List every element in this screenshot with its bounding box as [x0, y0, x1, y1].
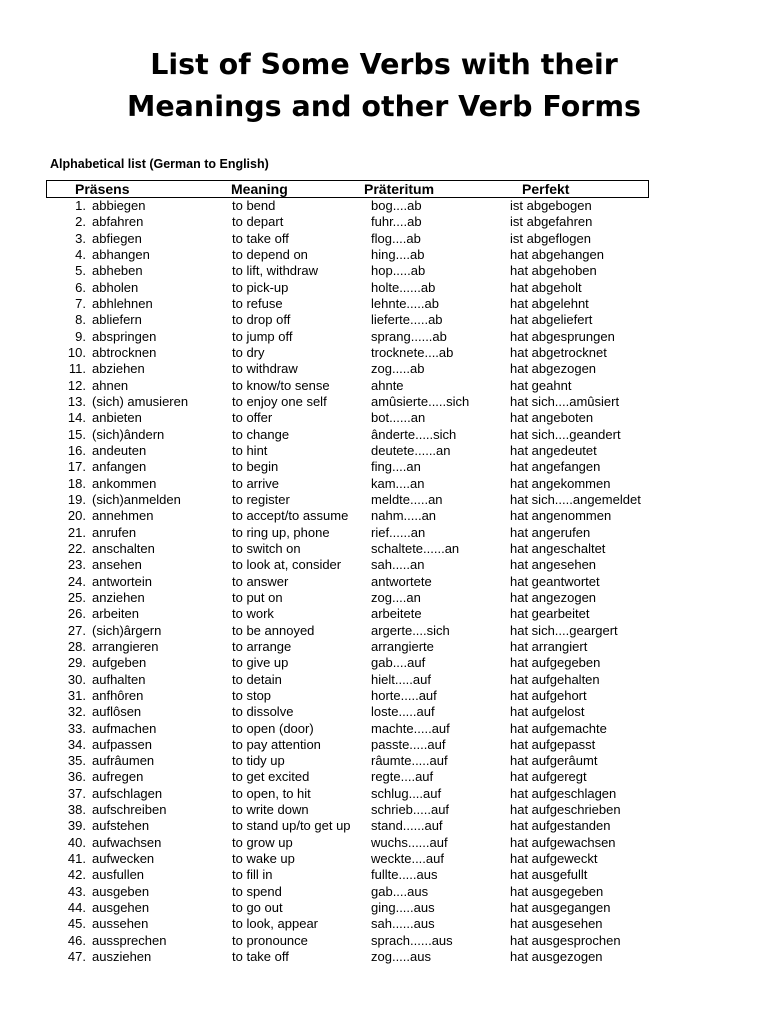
meaning-cell: to fill in [232, 867, 273, 883]
praeteritum-cell: hop.....ab [371, 263, 426, 279]
perfekt-cell: hat abgeliefert [510, 312, 593, 328]
perfekt-cell: hat angesehen [510, 557, 597, 573]
row-number: 18. [67, 475, 86, 491]
praesens-cell: abfiegen [92, 230, 142, 246]
praeteritum-cell: sprach......aus [371, 932, 453, 948]
meaning-cell: to change [232, 426, 290, 442]
praesens-cell: ansehen [92, 557, 142, 573]
praesens-cell: aufrâumen [92, 753, 155, 769]
row-number: 34. [67, 736, 86, 752]
table-row [0, 280, 768, 296]
praesens-cell: abhlehnen [92, 295, 153, 311]
praeteritum-cell: kam....an [371, 475, 425, 491]
perfekt-cell: hat abgesprungen [510, 328, 615, 344]
praeteritum-cell: zog....an [371, 589, 421, 605]
row-number: 11. [68, 361, 86, 377]
row-number: 40. [67, 834, 86, 850]
praeteritum-cell: horte.....auf [371, 687, 437, 703]
perfekt-cell: hat angenommen [510, 508, 612, 524]
meaning-cell: to arrive [232, 475, 279, 491]
row-number: 36. [67, 769, 86, 785]
perfekt-cell: hat angefangen [510, 459, 601, 475]
table-row [0, 312, 768, 328]
praesens-cell: aussehen [92, 916, 149, 932]
praesens-cell: ausfullen [92, 867, 145, 883]
row-number: 26. [67, 606, 86, 622]
table-row [0, 704, 768, 720]
table-row [0, 459, 768, 475]
meaning-cell: to pick-up [232, 279, 289, 295]
meaning-cell: to write down [232, 802, 309, 818]
meaning-cell: to pay attention [232, 736, 321, 752]
row-number: 25. [67, 589, 86, 605]
table-row [0, 721, 768, 737]
table-row [0, 263, 768, 279]
perfekt-cell: hat abgehangen [510, 246, 604, 262]
row-number: 22. [67, 540, 86, 556]
row-number: 16. [67, 442, 86, 458]
praeteritum-cell: schaltete......an [371, 540, 460, 556]
perfekt-cell: hat angerufen [510, 524, 591, 540]
praeteritum-cell: hing....ab [371, 246, 425, 262]
table-row [0, 900, 768, 916]
row-number: 5. [75, 263, 86, 279]
meaning-cell: to accept/to assume [232, 508, 349, 524]
praesens-cell: anrufen [92, 524, 137, 540]
praesens-cell: aussprechen [92, 932, 167, 948]
table-row [0, 525, 768, 541]
row-number: 8. [75, 312, 86, 328]
row-number: 31. [67, 687, 86, 703]
praesens-cell: aufschreiben [92, 802, 167, 818]
perfekt-cell: hat abgezogen [510, 361, 597, 377]
perfekt-cell: hat ausgegangen [510, 900, 611, 916]
row-number: 37. [67, 785, 86, 801]
perfekt-cell: hat aufgeschlagen [510, 785, 617, 801]
row-number: 32. [67, 704, 86, 720]
praeteritum-cell: wuchs......auf [371, 834, 448, 850]
row-number: 7. [75, 295, 86, 311]
row-number: 24. [67, 573, 86, 589]
praesens-cell: aufpassen [92, 736, 152, 752]
row-number: 33. [67, 720, 86, 736]
meaning-cell: to stand up/to get up [232, 818, 351, 834]
row-number: 19. [67, 491, 86, 507]
praesens-cell: anbieten [92, 410, 142, 426]
table-row [0, 672, 768, 688]
perfekt-cell: hat aufgehalten [510, 671, 600, 687]
row-number: 41. [67, 851, 86, 867]
row-number: 15. [67, 426, 86, 442]
table-row [0, 492, 768, 508]
row-number: 20. [67, 508, 86, 524]
praeteritum-cell: flog....ab [371, 230, 421, 246]
perfekt-cell: hat ausgezogen [510, 949, 603, 965]
table-row [0, 361, 768, 377]
perfekt-cell: hat aufgeschrieben [510, 802, 621, 818]
table-row [0, 606, 768, 622]
praeteritum-cell: loste.....auf [371, 704, 435, 720]
praeteritum-cell: trocknete....ab [371, 344, 454, 360]
table-row [0, 541, 768, 557]
praeteritum-cell: ânderte.....sich [371, 426, 457, 442]
row-number: 39. [67, 818, 86, 834]
praesens-cell: (sich)ârgern [92, 622, 162, 638]
praeteritum-cell: hielt.....auf [371, 671, 431, 687]
praeteritum-cell: ging.....aus [371, 900, 435, 916]
meaning-cell: to take off [232, 230, 289, 246]
meaning-cell: to look, appear [232, 916, 319, 932]
table-row [0, 296, 768, 312]
perfekt-cell: hat aufgepasst [510, 736, 596, 752]
row-number: 43. [67, 883, 86, 899]
praeteritum-cell: machte.....auf [371, 720, 450, 736]
table-row [0, 623, 768, 639]
perfekt-cell: hat geantwortet [510, 573, 600, 589]
perfekt-cell: hat sich....amûsiert [510, 393, 620, 409]
table-row [0, 394, 768, 410]
praeteritum-cell: weckte....auf [371, 851, 444, 867]
praeteritum-cell: sprang......ab [371, 328, 447, 344]
meaning-cell: to switch on [232, 540, 301, 556]
table-row [0, 688, 768, 704]
table-row [0, 198, 768, 214]
praeteritum-cell: schlug....auf [371, 785, 442, 801]
perfekt-cell: hat ausgesehen [510, 916, 603, 932]
row-number: 44. [67, 900, 86, 916]
meaning-cell: to look at, consider [232, 557, 342, 573]
praesens-cell: aufwecken [92, 851, 155, 867]
praeteritum-cell: regte....auf [371, 769, 434, 785]
table-row [0, 590, 768, 606]
praesens-cell: anfhôren [92, 687, 144, 703]
meaning-cell: to register [232, 491, 290, 507]
praesens-cell: aufhalten [92, 671, 146, 687]
praeteritum-cell: fuhr....ab [371, 214, 422, 230]
meaning-cell: to tidy up [232, 753, 285, 769]
row-number: 9. [75, 328, 86, 344]
meaning-cell: to be annoyed [232, 622, 315, 638]
meaning-cell: to offer [232, 410, 273, 426]
row-number: 30. [67, 671, 86, 687]
praesens-cell: abtrocknen [92, 344, 157, 360]
row-number: 46. [67, 932, 86, 948]
praesens-cell: antwortein [92, 573, 152, 589]
praeteritum-cell: argerte....sich [371, 622, 450, 638]
praeteritum-cell: gab....aus [371, 883, 429, 899]
meaning-cell: to begin [232, 459, 279, 475]
meaning-cell: to give up [232, 655, 289, 671]
perfekt-cell: hat aufgeregt [510, 769, 587, 785]
meaning-cell: to stop [232, 687, 272, 703]
praesens-cell: ausgeben [92, 883, 150, 899]
row-number: 14. [67, 410, 86, 426]
praesens-cell: abliefern [92, 312, 142, 328]
praesens-cell: aufstehen [92, 818, 150, 834]
perfekt-cell: hat aufgehort [510, 687, 587, 703]
praesens-cell: aufregen [92, 769, 144, 785]
meaning-cell: to hint [232, 442, 268, 458]
row-number: 4. [75, 246, 86, 262]
row-number: 28. [67, 638, 86, 654]
table-row [0, 916, 768, 932]
perfekt-cell: hat aufgemachte [510, 720, 607, 736]
perfekt-cell: hat abgetrocknet [510, 344, 607, 360]
perfekt-cell: hat arrangiert [510, 638, 588, 654]
perfekt-cell: ist abgebogen [510, 198, 592, 213]
meaning-cell: to grow up [232, 834, 293, 850]
row-number: 29. [67, 655, 86, 671]
meaning-cell: to take off [232, 949, 289, 965]
perfekt-cell: ist abgeflogen [510, 230, 591, 246]
perfekt-cell: hat aufgelost [510, 704, 585, 720]
perfekt-cell: hat sich....geandert [510, 426, 621, 442]
praeteritum-cell: fing....an [371, 459, 421, 475]
meaning-cell: to spend [232, 883, 282, 899]
page-title [0, 44, 768, 128]
verb-table [0, 198, 768, 965]
praesens-cell: abholen [92, 279, 139, 295]
row-number: 6. [75, 279, 86, 295]
row-number: 21. [67, 524, 86, 540]
praesens-cell: abfahren [92, 214, 144, 230]
praeteritum-cell: zog.....aus [371, 949, 431, 965]
row-number: 13. [67, 393, 86, 409]
table-row [0, 557, 768, 573]
meaning-cell: to depend on [232, 246, 308, 262]
perfekt-cell: hat angekommen [510, 475, 611, 491]
perfekt-cell: hat angeschaltet [510, 540, 606, 556]
row-number: 1. [75, 198, 86, 213]
table-row [0, 574, 768, 590]
row-number: 2. [75, 214, 86, 230]
table-row [0, 769, 768, 785]
perfekt-cell: hat ausgefullt [510, 867, 588, 883]
table-row [0, 231, 768, 247]
meaning-cell: to dissolve [232, 704, 294, 720]
praesens-cell: abspringen [92, 328, 157, 344]
praesens-cell: annehmen [92, 508, 154, 524]
praeteritum-cell: schrieb.....auf [371, 802, 450, 818]
header-perfekt: Perfekt [522, 181, 570, 197]
praesens-cell: anziehen [92, 589, 145, 605]
table-row [0, 835, 768, 851]
table-header [46, 180, 649, 198]
title-line-2: Meanings and other Verb Forms [126, 90, 642, 123]
table-row [0, 427, 768, 443]
praeteritum-cell: râumte.....auf [371, 753, 448, 769]
praeteritum-cell: lieferte.....ab [371, 312, 443, 328]
meaning-cell: to put on [232, 589, 283, 605]
praesens-cell: arrangieren [92, 638, 159, 654]
praeteritum-cell: gab....auf [371, 655, 426, 671]
praeteritum-cell: sah......aus [371, 916, 435, 932]
perfekt-cell: hat aufgestanden [510, 818, 611, 834]
praesens-cell: ausgehen [92, 900, 150, 916]
meaning-cell: to jump off [232, 328, 293, 344]
table-row [0, 345, 768, 361]
table-row [0, 378, 768, 394]
praesens-cell: abbiegen [92, 198, 146, 213]
meaning-cell: to withdraw [232, 361, 298, 377]
praeteritum-cell: ahnte [371, 377, 404, 393]
row-number: 3. [75, 230, 86, 246]
table-row [0, 867, 768, 883]
table-row [0, 476, 768, 492]
perfekt-cell: hat ausgegeben [510, 883, 604, 899]
praesens-cell: (sich) amusieren [92, 393, 189, 409]
perfekt-cell: hat aufgerâumt [510, 753, 598, 769]
row-number: 38. [67, 802, 86, 818]
praeteritum-cell: fullte.....aus [371, 867, 438, 883]
list-subtitle: Alphabetical list (German to English) [50, 157, 269, 171]
meaning-cell: to answer [232, 573, 289, 589]
praesens-cell: abhangen [92, 246, 150, 262]
perfekt-cell: hat aufgeweckt [510, 851, 598, 867]
table-row [0, 818, 768, 834]
row-number: 45. [67, 916, 86, 932]
perfekt-cell: hat sich.....angemeldet [510, 491, 641, 507]
header-praeteritum: Präteritum [364, 181, 435, 197]
praeteritum-cell: holte......ab [371, 279, 436, 295]
table-row [0, 786, 768, 802]
meaning-cell: to enjoy one self [232, 393, 327, 409]
praeteritum-cell: passte.....auf [371, 736, 446, 752]
praeteritum-cell: lehnte.....ab [371, 295, 439, 311]
praesens-cell: anschalten [92, 540, 155, 556]
table-row [0, 884, 768, 900]
praesens-cell: auflôsen [92, 704, 142, 720]
praesens-cell: (sich)ândern [92, 426, 165, 442]
header-praesens: Präsens [75, 181, 130, 197]
row-number: 12. [67, 377, 86, 393]
table-row [0, 802, 768, 818]
perfekt-cell: hat angedeutet [510, 442, 597, 458]
praesens-cell: ankommen [92, 475, 157, 491]
praeteritum-cell: nahm.....an [371, 508, 437, 524]
meaning-cell: to know/to sense [232, 377, 330, 393]
table-row [0, 737, 768, 753]
meaning-cell: to bend [232, 198, 276, 213]
meaning-cell: to open, to hit [232, 785, 311, 801]
table-row [0, 508, 768, 524]
praeteritum-cell: meldte.....an [371, 491, 443, 507]
praeteritum-cell: bog....ab [371, 198, 422, 213]
praeteritum-cell: arbeitete [371, 606, 422, 622]
meaning-cell: to depart [232, 214, 284, 230]
perfekt-cell: hat abgelehnt [510, 295, 589, 311]
praesens-cell: andeuten [92, 442, 147, 458]
praeteritum-cell: deutete......an [371, 442, 451, 458]
meaning-cell: to wake up [232, 851, 295, 867]
meaning-cell: to dry [232, 344, 265, 360]
header-meaning: Meaning [231, 181, 288, 197]
perfekt-cell: hat abgeholt [510, 279, 582, 295]
row-number: 23. [67, 557, 86, 573]
praeteritum-cell: sah.....an [371, 557, 425, 573]
perfekt-cell: hat gearbeitet [510, 606, 590, 622]
praesens-cell: anfangen [92, 459, 147, 475]
meaning-cell: to refuse [232, 295, 283, 311]
praesens-cell: aufschlagen [92, 785, 163, 801]
table-row [0, 851, 768, 867]
meaning-cell: to drop off [232, 312, 291, 328]
row-number: 10. [67, 344, 86, 360]
praeteritum-cell: bot......an [371, 410, 426, 426]
meaning-cell: to go out [232, 900, 283, 916]
perfekt-cell: ist abgefahren [510, 214, 593, 230]
meaning-cell: to ring up, phone [232, 524, 330, 540]
praeteritum-cell: antwortete [371, 573, 432, 589]
title-line-1: List of Some Verbs with their [150, 48, 618, 81]
table-row [0, 949, 768, 965]
meaning-cell: to lift, withdraw [232, 263, 318, 279]
table-row [0, 410, 768, 426]
table-row [0, 753, 768, 769]
table-row [0, 655, 768, 671]
table-row [0, 443, 768, 459]
praeteritum-cell: amûsierte.....sich [371, 393, 470, 409]
meaning-cell: to get excited [232, 769, 310, 785]
perfekt-cell: hat aufgegeben [510, 655, 601, 671]
perfekt-cell: hat abgehoben [510, 263, 597, 279]
praesens-cell: arbeiten [92, 606, 139, 622]
praeteritum-cell: stand......auf [371, 818, 443, 834]
praesens-cell: abheben [92, 263, 143, 279]
praeteritum-cell: arrangierte [371, 638, 434, 654]
row-number: 27. [67, 622, 86, 638]
praesens-cell: abziehen [92, 361, 145, 377]
perfekt-cell: hat ausgesprochen [510, 932, 621, 948]
praesens-cell: aufwachsen [92, 834, 162, 850]
perfekt-cell: hat geahnt [510, 377, 572, 393]
meaning-cell: to pronounce [232, 932, 308, 948]
praesens-cell: ahnen [92, 377, 129, 393]
meaning-cell: to open (door) [232, 720, 314, 736]
perfekt-cell: hat sich....geargert [510, 622, 618, 638]
table-row [0, 329, 768, 345]
table-row [0, 639, 768, 655]
row-number: 47. [67, 949, 86, 965]
table-row [0, 933, 768, 949]
meaning-cell: to work [232, 606, 274, 622]
praeteritum-cell: rief......an [371, 524, 426, 540]
praeteritum-cell: zog.....ab [371, 361, 425, 377]
praesens-cell: aufgeben [92, 655, 147, 671]
meaning-cell: to arrange [232, 638, 292, 654]
meaning-cell: to detain [232, 671, 282, 687]
perfekt-cell: hat angeboten [510, 410, 594, 426]
praesens-cell: (sich)anmelden [92, 491, 181, 507]
table-row [0, 214, 768, 230]
praesens-cell: ausziehen [92, 949, 152, 965]
perfekt-cell: hat angezogen [510, 589, 597, 605]
row-number: 17. [67, 459, 86, 475]
row-number: 42. [67, 867, 86, 883]
perfekt-cell: hat aufgewachsen [510, 834, 616, 850]
table-row [0, 247, 768, 263]
praesens-cell: aufmachen [92, 720, 157, 736]
row-number: 35. [67, 753, 86, 769]
